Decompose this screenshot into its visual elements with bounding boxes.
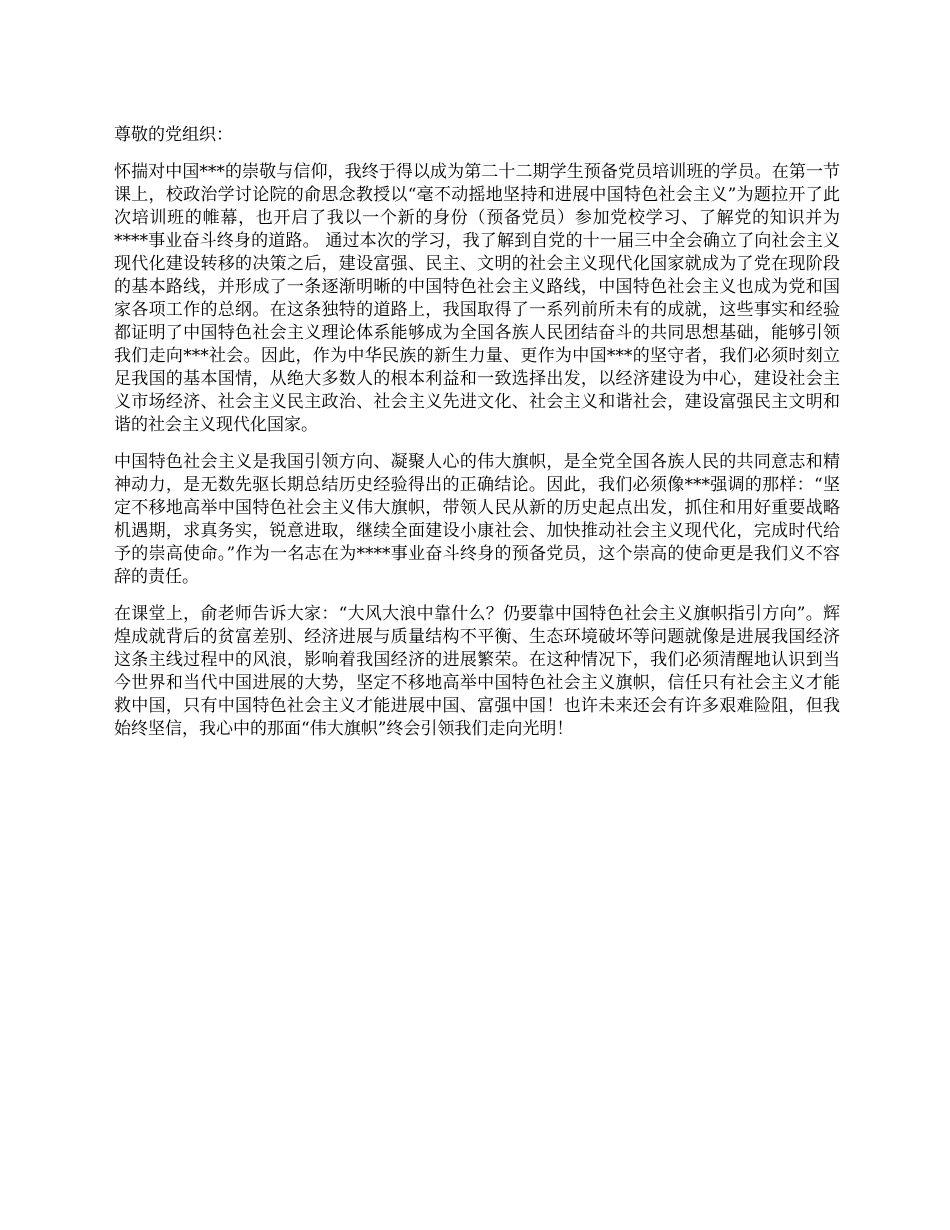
paragraph-1: 怀揣对中国***的崇敬与信仰，我终于得以成为第二十二期学生预备党员培训班的学员。在第一节课上，校政治学讨论院的俞思念教授以“毫不动摇地坚持和进展中国特色社会主义”为题拉开了此次培训班的帷幕，也开启了我以一个新的身份（预备党员）参加党校学习、了解党的知识并为****事业奋斗终身的道路。 通过本次的学习，我了解到自党的十一届三中全会确立了向社会主义现代化建设转移的决策之后，建设富强、民主、文明的社会主义现代化国家就成为了党在现阶段的基本路线，并形成了一条逐渐明晰的中国特色社会主义路线，中国特色社会主义也成为党和国家各项工作的总纲。在这条独特的道路上，我国取得了一系列前所未有的成就，这些事实和经验都证明了中国特色社会主义理论体系能够成为全国各族人民团结奋斗的共同思想基础，能够引领我们走向***社会。因此，作为中华民族的新生力量、更作为中国***的坚守者，我们必须时刻立足我国的基本国情，从绝大多数人的根本利益和一致选择出发，以经济建设为中心，建设社会主义市场经济、社会主义民主政治、社会主义先进文化、社会主义和谐社会，建设富强民主文明和谐的社会主义现代化国家。 xyxy=(114,162,840,435)
paragraph-3: 在课堂上，俞老师告诉大家：“大风大浪中靠什么？仍要靠中国特色社会主义旗帜指引方向”。辉煌成就背后的贫富差别、经济进展与质量结构不平衡、生态环境破坏等问题就像是进展我国经济这条主线过程中的风浪，影响着我国经济的进展繁荣。在这种情况下，我们必须清醒地认识到当今世界和当代中国进展的大势，坚定不移地高举中国特色社会主义旗帜，信任只有社会主义才能救中国，只有中国特色社会主义才能进展中国、富强中国！也许未来还会有许多艰难险阻，但我始终坚信，我心中的那面“伟大旗帜”终会引领我们走向光明！ xyxy=(114,604,840,739)
salutation: 尊敬的党组织： xyxy=(114,125,233,145)
paragraph-2: 中国特色社会主义是我国引领方向、凝聚人心的伟大旗帜，是全党全国各族人民的共同意志和精神动力，是无数先驱长期总结历史经验得出的正确结论。因此，我们必须像***强调的那样：“坚定不移地高举中国特色社会主义伟大旗帜，带领人民从新的历史起点出发，抓住和用好重要战略机遇期，求真务实，锐意进取，继续全面建设小康社会、加快推动社会主义现代化，完成时代给予的崇高使命。”作为一名志在为****事业奋斗终身的预备党员，这个崇高的使命更是我们义不容辞的责任。 xyxy=(114,452,840,587)
document-page xyxy=(114,124,840,755)
